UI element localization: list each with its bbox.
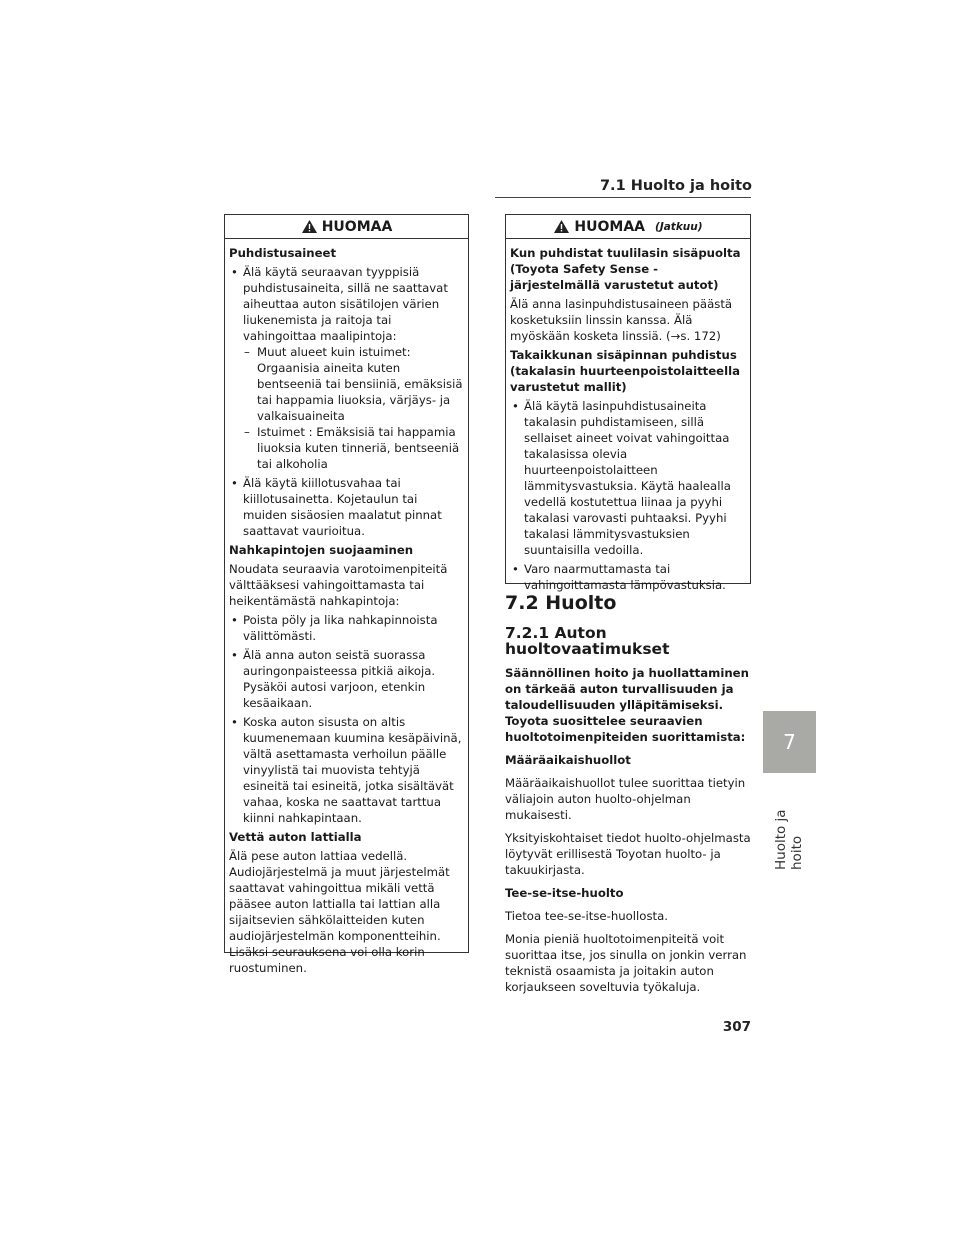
list-item: • Älä käytä kiillotusvahaa tai kiillotusainetta. Kojetaulun tai muiden sisäosien maalatut pinnat saattavat vaurioitua. [229, 475, 464, 539]
notice-box-right [505, 214, 751, 592]
section-7-2 [505, 592, 753, 1002]
list-item: • Älä käytä lasinpuhdistusaineita takalasin puhdistamiseen, sillä sellaiset aineet voivat vahingoittaa takalasissa olevia huurteenpoistolaitteen lämmitysvastuksia. Käytä haalealla vedellä kostutettua liinaa ja pyyhi takalasi varovasti puhtaaksi. Pyyhi takalasi lämmitysvastuksien suuntaisilla vedoilla. [510, 398, 746, 558]
list-item-text: Älä käytä seuraavan tyyppisiä puhdistusaineita, sillä ne saattavat aiheuttaa auton sisätilojen värien liukenemista ja raitoja tai vahingoittaa maalipintoja: [243, 265, 448, 343]
list-item: • Poista pöly ja lika nahkapinnoista välittömästi. [229, 612, 464, 644]
section-header-title: 7.1 Huolto ja hoito [599, 178, 752, 194]
chapter-tab[interactable] [763, 711, 816, 773]
paragraph: Noudata seuraavia varotoimenpiteitä välttääksesi vahingoittamasta tai heikentämästä nahkapintoja: [229, 562, 448, 608]
notice-box-left [224, 214, 469, 975]
list-item [229, 264, 464, 472]
notice-title: HUOMAA [321, 218, 393, 235]
subsection-title: Takaikkunan sisäpinnan puhdistus (takalasin huurteenpoistolaitteella varustetut mallit) [510, 348, 741, 394]
notice-title: HUOMAA [574, 218, 646, 235]
paragraph: Älä anna lasinpuhdistusaineen päästä kosketuksiin linssin kanssa. Älä myöskään kosketa linssiä. (→s. 172) [510, 297, 733, 343]
list-item: • Älä anna auton seistä suorassa auringonpaisteessa pitkiä aikoja. Pysäköi autosi varjoon, etenkin kesäaikaan. [229, 647, 464, 711]
notice-header [506, 215, 750, 239]
header-rule [495, 197, 751, 198]
dash-item: – Muut alueet kuin istuimet: Orgaanisia aineita kuten bentseeniä tai bensiiniä, emäksisiä tai happamia liuoksia, värjäys- ja valkaisuaineita [243, 344, 464, 424]
page-number: 307 [722, 1019, 751, 1035]
dash-item: – Istuimet : Emäksisiä tai happamia liuoksia kuten tinneriä, bentseeniä tai alkoholia [243, 424, 464, 472]
paragraph: Määräaikaishuollot tulee suorittaa tietyin väliajoin auton huolto-ohjelman mukaisesti. [505, 776, 746, 822]
subsection-title: Nahkapintojen suojaaminen [229, 543, 414, 557]
subsection-title: Vettä auton lattialla [229, 830, 362, 844]
chapter-tab-label: Huolto ja hoito [773, 809, 805, 870]
warning-triangle-icon [301, 219, 318, 234]
subsection-heading: 7.2.1 Auton huoltovaatimukset [505, 624, 670, 658]
subsection-title: Puhdistusaineet [229, 246, 337, 260]
section-heading: 7.2 Huolto [505, 592, 617, 614]
paragraph: Yksityiskohtaiset tiedot huolto-ohjelmasta löytyvät erillisestä Toyotan huolto- ja takuukirjasta. [505, 831, 751, 877]
subheading-diy: Tee-se-itse-huolto [505, 886, 624, 900]
list-item: • Koska auton sisusta on altis kuumenemaan kuumina kesäpäivinä, vältä asettamasta verhoilun päälle vinyylistä tai muovista tehtyjä esineitä tai esineitä, jotka sisältävät vahaa, koska ne saattavat tarttua kiinni nahkapintaan. [229, 714, 464, 826]
intro-text: Säännöllinen hoito ja huollattaminen on tärkeää auton turvallisuuden ja taloudellisuuden ylläpitämiseksi. Toyota suosittelee seuraavien huoltotoimenpiteiden suorittamista: [505, 666, 749, 744]
notice-header [225, 215, 468, 239]
chapter-number: 7 [783, 730, 796, 754]
subsection-title: Kun puhdistat tuulilasin sisäpuolta (Toyota Safety Sense -järjestelmällä varustetut autot) [510, 246, 741, 292]
warning-triangle-icon [553, 219, 570, 234]
paragraph: Tietoa tee-se-itse-huollosta. [505, 909, 668, 923]
paragraph: Älä pese auton lattiaa vedellä. Audiojärjestelmä ja muut järjestelmät saattavat vahingoittua mikäli vettä pääsee auton lattialla tai lattian alla sijaitsevien sähkölaitteiden kuten audiojärjestelmän komponentteihin. Lisäksi seurauksena voi olla korin ruostuminen. [229, 849, 450, 975]
subheading-scheduled: Määräaikaishuollot [505, 753, 631, 767]
paragraph: Monia pieniä huoltotoimenpiteitä voit suorittaa itse, jos sinulla on jonkin verran teknistä osaamista ja joitakin auton korjaukseen soveltuvia työkaluja. [505, 932, 747, 994]
list-item: • Varo naarmuttamasta tai vahingoittamasta lämpövastuksia. [510, 561, 746, 593]
continued-label: (Jatkuu) [655, 220, 703, 233]
